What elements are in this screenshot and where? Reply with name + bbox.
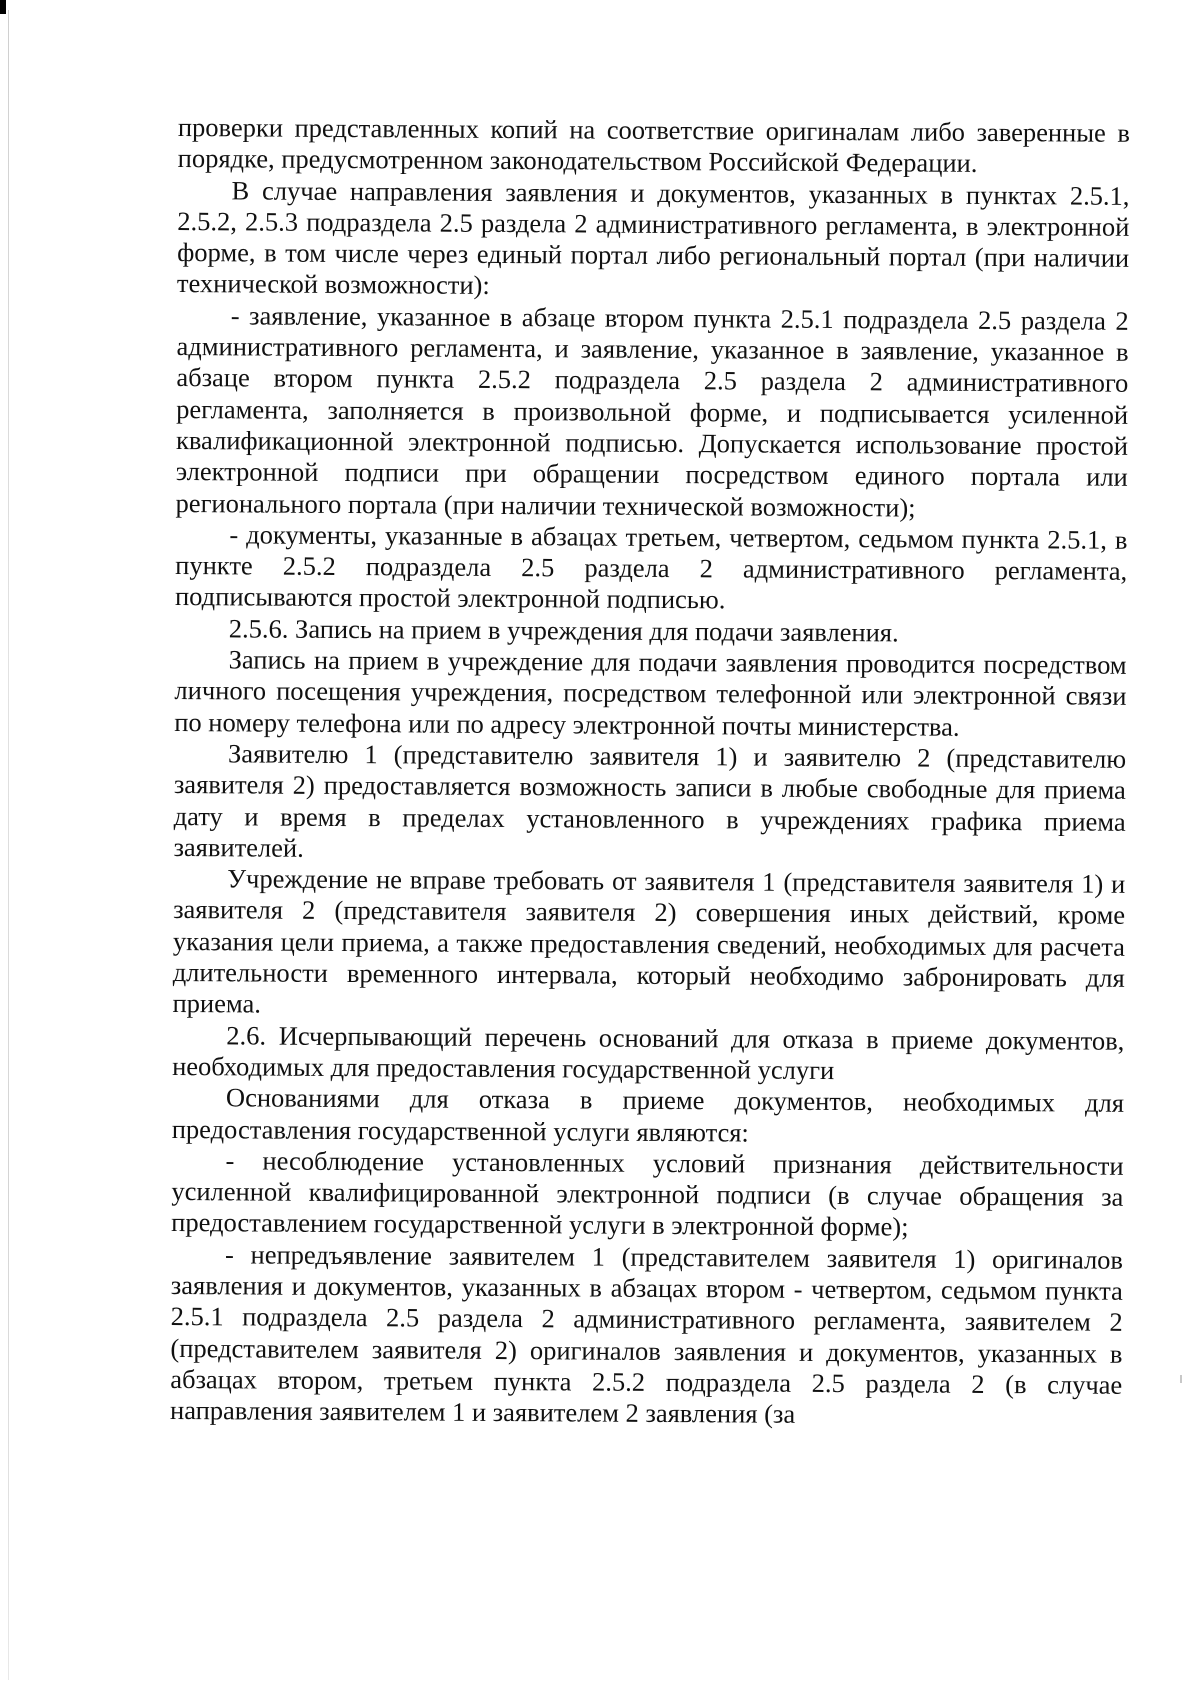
paragraph-refusal-grounds-intro: Основаниями для отказа в приеме документов, необходимых для предоставления государственной услуги являются: <box>171 1082 1125 1148</box>
document-body <box>170 112 1130 1432</box>
paragraph-continuation: проверки представленных копий на соответствие оригиналам либо заверенные в порядке, предусмотренном законодательством Российской Федерации. <box>177 112 1130 179</box>
paragraph-institution-restrictions: Учреждение не вправе требовать от заявителя 1 (представителя заявителя 1) и заявителя 2 (представителя заявителя 2) совершения иных действий, кроме указания цели приема, а также предоставления сведений, необходимых для расчета длительности временного интервала, который необходимо забронировать для приема. <box>172 863 1126 1019</box>
paragraph-application-signature: - заявление, указанное в абзаце втором пункта 2.5.1 подраздела 2.5 раздела 2 административного регламента, и заявление, указанное в заявление, указанное в абзаце втором пункта 2.5.2 подраздела 2.5 раздела 2 административного регламента, заполняется в произвольной форме, и подписывается усиленной квалификационной электронной подписью. Допускается использование простой электронной подписи при обращении посредством единого портала или регионального портала (при наличии технической возможности); <box>175 300 1129 523</box>
paragraph-documents-signature: - документы, указанные в абзацах третьем, четвертом, седьмом пункта 2.5.1, в пункте 2.5.2 подраздела 2.5 раздела 2 административного регламента, подписываются простой электронной подписью. <box>174 519 1128 615</box>
list-item-originals-not-presented: - непредъявление заявителем 1 (представителем заявителя 1) оригиналов заявления и документов, указанных в абзацах втором - четвертом, седьмом пункта 2.5.1 подраздела 2.5 раздела 2 административного регламента, заявителем 2 (представителем заявителя 2) оригиналов заявления и документов, указанных в абзацах втором, третьем пункта 2.5.2 подраздела 2.5 раздела 2 (в случае направления заявителем 1 и заявителем 2 заявления (за <box>169 1238 1124 1429</box>
scan-speck <box>1180 1375 1182 1383</box>
section-heading-2-5-6: 2.5.6. Запись на прием в учреждения для подачи заявления. <box>228 613 899 648</box>
list-item-signature-noncompliance: - несоблюдение установленных условий признания действительности усиленной квалифицированной электронной подписи (в случае обращения за предоставлением государственной услуги в электронной форме); <box>171 1145 1124 1242</box>
scan-corner-mark <box>0 0 6 14</box>
paragraph-appointment-options: Заявителю 1 (представителю заявителя 1) и заявителю 2 (представителю заявителя 2) предоставляется возможность записи в любые свободные для приема дату и время в пределах установленного в учреждениях графика приема заявителей. <box>173 738 1127 863</box>
paragraph-appointment-methods: Запись на прием в учреждение для подачи заявления проводится посредством личного посещения учреждения, посредством телефонной или электронной связи по номеру телефона или по адресу электронной почты министерства. <box>174 644 1127 742</box>
section-heading-2-6: 2.6. Исчерпывающий перечень оснований для отказа в приеме документов, необходимых для предоставления государственной услуги <box>172 1019 1125 1085</box>
paragraph-electronic-submission: В случае направления заявления и документов, указанных в пунктах 2.5.1, 2.5.2, 2.5.3 подраздела 2.5 раздела 2 административного регламента, в электронной форме, в том числе через единый портал либо региональный портал (при наличии технической возможности): <box>176 174 1130 301</box>
scan-edge-line <box>8 10 9 1680</box>
